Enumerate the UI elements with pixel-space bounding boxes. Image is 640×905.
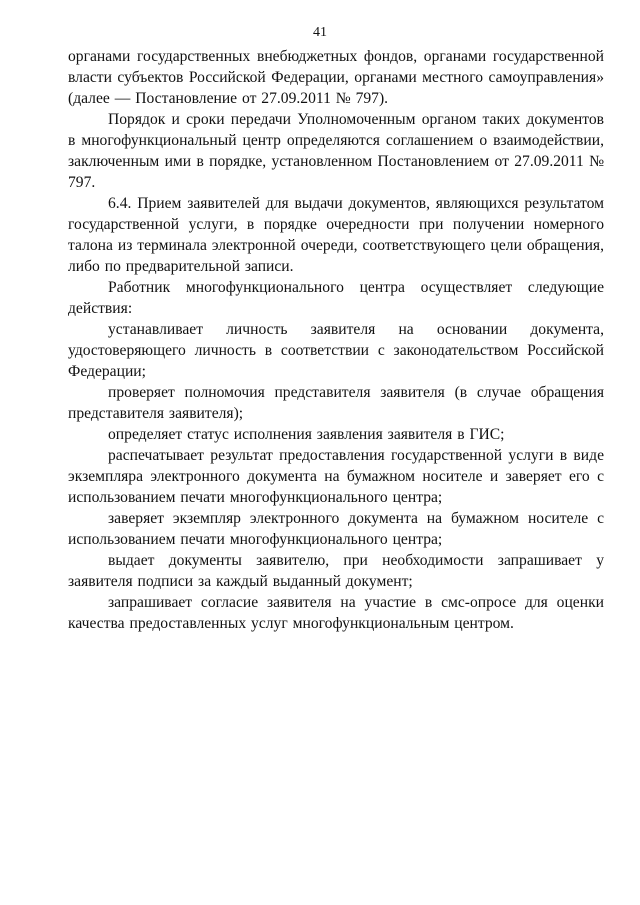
paragraph-transfer-procedure: Порядок и сроки передачи Уполномоченным органом таких документов в многофункциональный центр определяются соглашением о взаимодействии, заключенным ими в порядке, установленном Постановлением от 27.09.2011 № 797. [68,111,604,191]
paragraph-employee-actions: Работник многофункционального центра осуществляет следующие действия: [68,279,604,317]
list-item-certify-copy: заверяет экземпляр электронного документа на бумажном носителе с использованием печати многофункционального центра; [68,510,604,548]
page-number: 41 [313,25,327,40]
paragraph-section-6-4: 6.4. Прием заявителей для выдачи документов, являющихся результатом государственной услуги, в порядке очередности при получении номерного талона из терминала электронной очереди, соответствующего цели обращения, либо по предварительной записи. [68,195,604,275]
list-item-status: определяет статус исполнения заявления заявителя в ГИС; [108,426,505,443]
list-item-issue-documents: выдает документы заявителю, при необходимости запрашивает у заявителя подписи за каждый выданный документ; [68,552,604,590]
list-item-print-result: распечатывает результат предоставления государственной услуги в виде экземпляра электронного документа на бумажном носителе и заверяет его с использованием печати многофункционального центра; [68,447,604,506]
paragraph-continuation: органами государственных внебюджетных фондов, органами государственной власти субъектов Российской Федерации, органами местного самоуправления» (далее — Постановление от 27.09.2011 № 797). [68,48,604,107]
document-body [68,46,604,634]
list-item-authority: проверяет полномочия представителя заявителя (в случае обращения представителя заявителя); [68,384,604,422]
list-item-sms-survey: запрашивает согласие заявителя на участие в смс-опросе для оценки качества предоставленных услуг многофункциональным центром. [68,594,604,632]
list-item-identity: устанавливает личность заявителя на основании документа, удостоверяющего личность в соответствии с законодательством Российской Федерации; [68,321,604,380]
